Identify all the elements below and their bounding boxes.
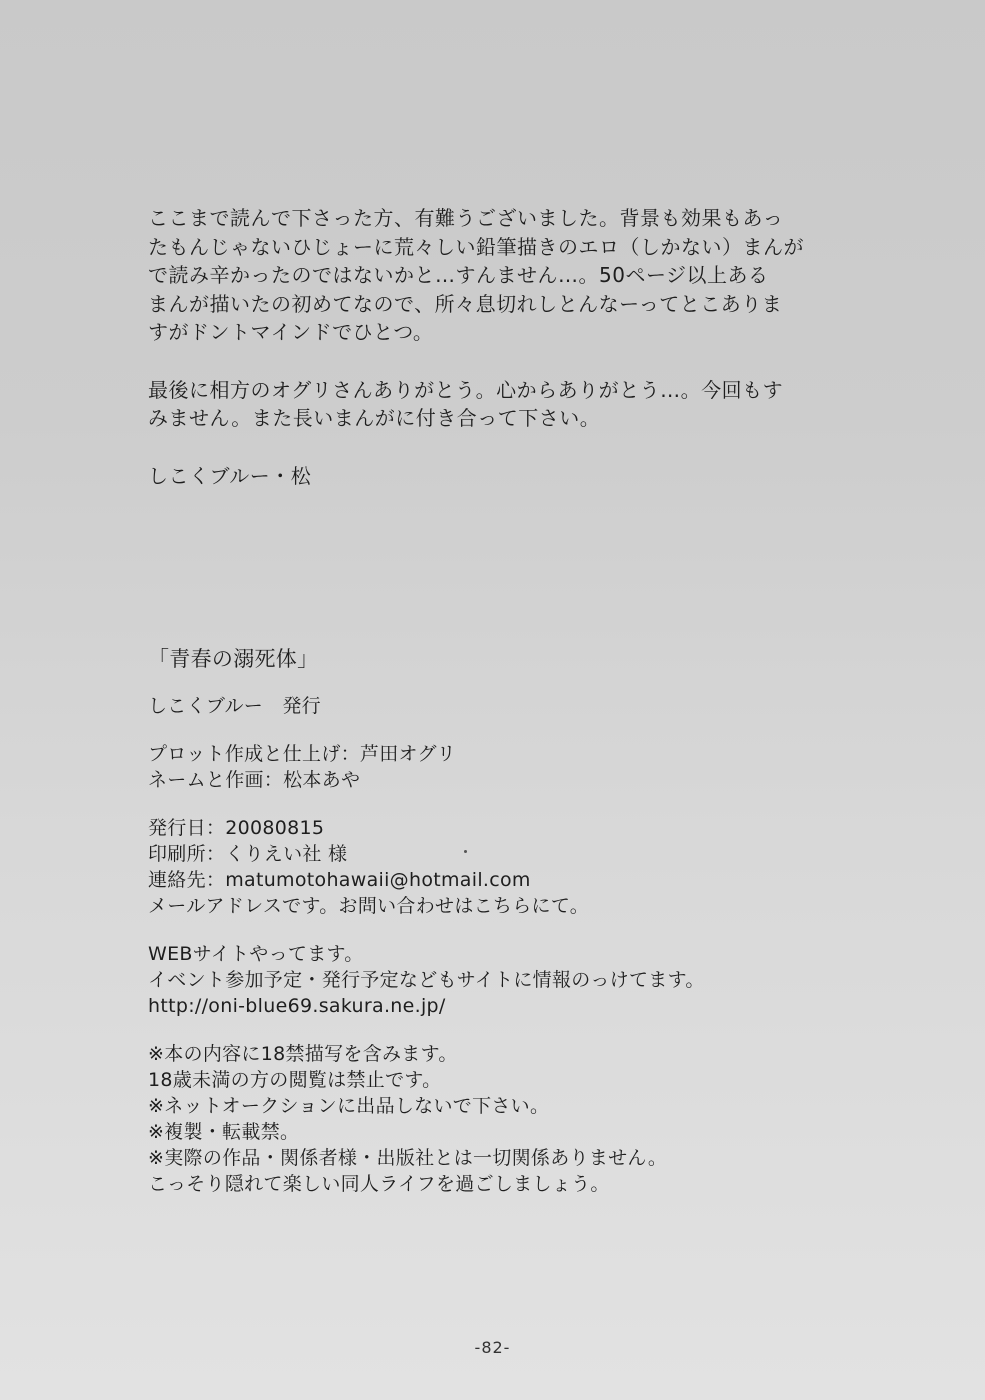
notice-line: 18歳未満の方の閲覧は禁止です。	[148, 1069, 442, 1091]
publisher-line: しこくブルー 発行	[148, 695, 321, 717]
credit-line: プロット作成と仕上げ：芦田オグリ	[148, 743, 457, 765]
web-line: WEBサイトやってます。	[148, 943, 364, 965]
book-title: 「青春の溺死体」	[148, 647, 319, 671]
credit-line: ネームと作画：松本あや	[148, 769, 361, 791]
info-line: 印刷所：くりえい社 様	[148, 843, 348, 865]
text-line: で読み辛かったのではないかと…すんません…。50ページ以上ある	[148, 263, 769, 287]
signature-text: しこくブルー・松	[148, 463, 312, 488]
publisher-block	[148, 693, 848, 719]
page-number: -82-	[474, 1338, 511, 1357]
text-line: みません。また長いまんがに付き合って下さい。	[148, 406, 601, 430]
colophon-section	[148, 646, 848, 1219]
notices-block	[148, 1041, 848, 1197]
credits-block	[148, 741, 848, 793]
text-line: 最後に相方のオグリさんありがとう。心からありがとう…。今回もす	[148, 377, 784, 402]
website-url: http://oni-blue69.sakura.ne.jp/	[148, 995, 446, 1017]
text-line: ここまで読んで下さった方、有難うございました。背景も効果もあっ	[148, 206, 784, 230]
notice-line: ※ネットオークションに出品しないで下さい。	[148, 1095, 550, 1117]
web-line: イベント参加予定・発行予定などもサイトに情報のっけてます。	[148, 969, 705, 991]
text-line: まんが描いたの初めてなので、所々息切れしとんなーってとこありま	[148, 291, 783, 316]
scan-speck	[464, 850, 467, 853]
contact-email: 連絡先：matumotohawaii@hotmail.com	[148, 869, 531, 891]
afterword-paragraph-2	[148, 376, 848, 433]
afterword-signature	[148, 462, 848, 491]
afterword-paragraph-1	[148, 204, 848, 347]
afterword-section	[148, 204, 848, 519]
notice-line: こっそり隠れて楽しい同人ライフを過ごしましょう。	[148, 1173, 610, 1195]
text-line: たもんじゃないひじょーに荒々しい鉛筆描きのエロ（しかない）まんが	[148, 234, 804, 259]
text-line: すがドントマインドでひとつ。	[148, 320, 434, 344]
notice-line: ※本の内容に18禁描写を含みます。	[148, 1043, 458, 1065]
info-line: メールアドレスです。お問い合わせはこちらにて。	[148, 895, 590, 917]
web-block	[148, 941, 848, 1019]
notice-line: ※実際の作品・関係者様・出版社とは一切関係ありません。	[148, 1147, 668, 1169]
info-block	[148, 815, 848, 919]
notice-line: ※複製・転載禁。	[148, 1121, 300, 1143]
info-line: 発行日：20080815	[148, 817, 325, 839]
